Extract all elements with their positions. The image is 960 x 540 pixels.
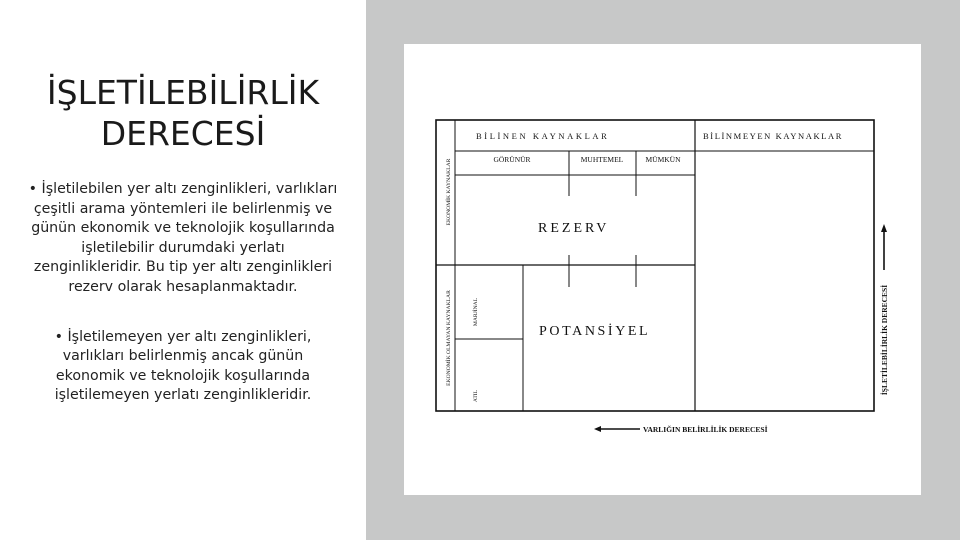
resource-classification-diagram	[404, 44, 921, 495]
text-panel	[0, 0, 366, 540]
potential-label: POTANSİYEL	[539, 324, 651, 339]
reserve-label: REZERV	[538, 221, 610, 236]
diagram-card	[404, 44, 921, 495]
bullet-list	[28, 180, 338, 406]
exploitability-arrow	[881, 224, 887, 270]
slide-title	[20, 72, 346, 154]
exploitability-degree-label: İŞLETİLEBİLİRLİK DERECESİ	[880, 284, 889, 396]
probable-label: MUHTEMEL	[580, 155, 624, 164]
marginal-label: MARJİNAL	[473, 297, 479, 327]
idle-label: ATIL	[473, 389, 479, 403]
possible-label: MÜMKÜN	[645, 155, 681, 164]
title-line-2: DERECESİ	[100, 114, 266, 153]
existence-certainty-label: VARLIĞIN BELİRLİLİK DERECESİ	[643, 425, 768, 434]
existence-certainty-arrow	[594, 426, 640, 432]
up-arrowhead-icon	[881, 224, 887, 232]
visible-label: GÖRÜNÜR	[493, 155, 531, 164]
bullet-item-1: • İşletilebilen yer altı zenginlikleri, varlıkları çeşitli arama yöntemleri ile belirlenmiş ve günün ekonomik ve teknolojik koşullarında işletilebilir durumdaki yerlatı zenginlikleridir. Bu tip yer altı zenginlikleri rezerv olarak hesaplanmaktadır.	[28, 181, 338, 295]
title-line-1: İŞLETİLEBİLİRLİK	[46, 73, 320, 112]
unknown-resources-label: BİLİNMEYEN KAYNAKLAR	[703, 131, 844, 141]
economic-resources-label: EKONOMİK KAYNAKLAR	[446, 158, 452, 226]
known-resources-label: BİLİNEN KAYNAKLAR	[476, 131, 610, 141]
bullet-item-2: • İşletilemeyen yer altı zenginlikleri, varlıkları belirlenmiş ancak günün ekonomik ve teknolojik koşullarında işletilemeyen yerlatı zenginlikleridir.	[54, 328, 312, 404]
left-arrowhead-icon	[594, 426, 601, 432]
uneconomic-resources-label: EKONOMİK OLMAYAN KAYNAKLAR	[446, 290, 452, 386]
